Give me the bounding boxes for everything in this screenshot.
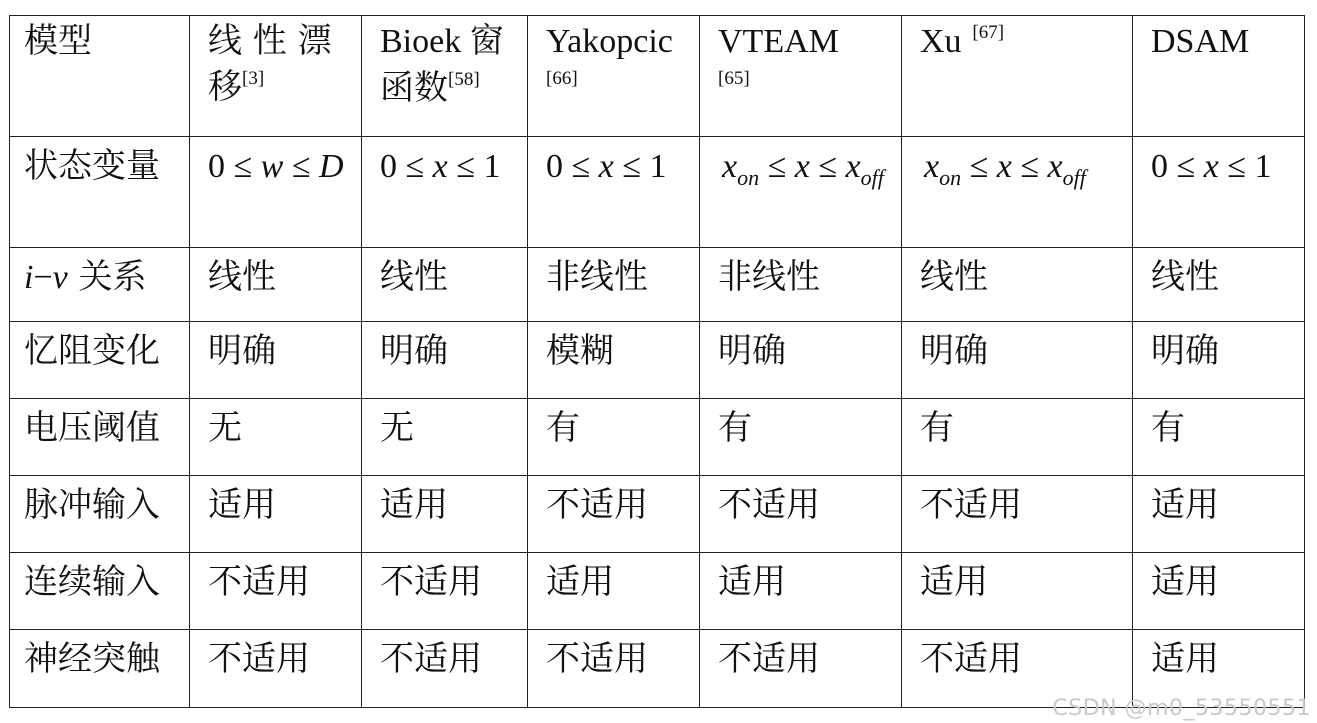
table-cell: 非线性 [700, 248, 902, 322]
row-label: 状态变量 [10, 137, 190, 248]
state-cell-4 [700, 137, 902, 248]
table-cell: 不适用 [700, 630, 902, 708]
table-cell: 明确 [700, 322, 902, 399]
table-cell: 不适用 [362, 553, 528, 630]
row-label: 神经突触 [10, 630, 190, 708]
table-cell: 明确 [362, 322, 528, 399]
table-cell: 适用 [902, 553, 1133, 630]
table-cell: 适用 [362, 476, 528, 553]
header-cell-bioek: Bioek 窗 函数[58] [362, 16, 528, 137]
table-cell: 明确 [1133, 322, 1305, 399]
state-cell-5 [902, 137, 1133, 248]
table-row [10, 553, 1305, 630]
table-cell: 不适用 [528, 630, 700, 708]
table-cell: 适用 [1133, 553, 1305, 630]
state-cell-3 [528, 137, 700, 248]
state-cell-2 [362, 137, 528, 248]
table-cell: 无 [362, 399, 528, 476]
table-cell: 有 [902, 399, 1133, 476]
table-cell: 明确 [190, 322, 362, 399]
table-row [10, 476, 1305, 553]
table-cell: 非线性 [528, 248, 700, 322]
state-cell-1 [190, 137, 362, 248]
state-expression: 0 ≤ x ≤ 1 [546, 148, 667, 185]
header-cell-vteam: VTEAM [65] [700, 16, 902, 137]
table-cell: 适用 [1133, 476, 1305, 553]
table-cell: 不适用 [902, 630, 1133, 708]
table-cell: 线性 [190, 248, 362, 322]
header-cell-model: 模型 [10, 16, 190, 137]
table-cell: 不适用 [700, 476, 902, 553]
state-expression: 0 ≤ w ≤ D [208, 148, 344, 185]
iv-relation-row [10, 248, 1305, 322]
header-cell-dsam: DSAM [1133, 16, 1305, 137]
table-cell: 适用 [528, 553, 700, 630]
table-cell: 模糊 [528, 322, 700, 399]
table-cell: 线性 [1133, 248, 1305, 322]
table-cell: 适用 [700, 553, 902, 630]
row-label: 脉冲输入 [10, 476, 190, 553]
header-cell-xu: Xu [67] [902, 16, 1133, 137]
table-cell: 适用 [190, 476, 362, 553]
row-label: 连续输入 [10, 553, 190, 630]
state-expression: 0 ≤ x ≤ 1 [1151, 148, 1272, 185]
table-row [10, 322, 1305, 399]
row-label: i−v 关系 [10, 248, 190, 322]
header-row [10, 16, 1305, 137]
table-cell: 适用 [1133, 630, 1305, 708]
table-cell: 不适用 [902, 476, 1133, 553]
table-cell: 不适用 [190, 630, 362, 708]
table-row [10, 399, 1305, 476]
table-cell: 线性 [362, 248, 528, 322]
table-cell: 有 [700, 399, 902, 476]
table-cell: 不适用 [190, 553, 362, 630]
header-cell-linear-drift: 线 性 漂 移[3] [190, 16, 362, 137]
state-variable-row [10, 137, 1305, 248]
state-expression: 0 ≤ x ≤ 1 [380, 148, 501, 185]
state-expression: $x_{on} \le x \le x_{off}$ [924, 148, 1086, 190]
row-label: 电压阈值 [10, 399, 190, 476]
row-label: 忆阻变化 [10, 322, 190, 399]
state-expression: $x_{on} \le x \le x_{off}$ [722, 148, 884, 190]
model-comparison-table [9, 15, 1305, 708]
table-cell: 不适用 [362, 630, 528, 708]
table-cell: 不适用 [528, 476, 700, 553]
table-cell: 有 [528, 399, 700, 476]
csdn-watermark: CSDN @m0_53550551 [1052, 696, 1311, 721]
table-cell: 无 [190, 399, 362, 476]
table-cell: 明确 [902, 322, 1133, 399]
table-cell: 有 [1133, 399, 1305, 476]
header-cell-yakopcic: Yakopcic [66] [528, 16, 700, 137]
state-cell-6 [1133, 137, 1305, 248]
table-cell: 线性 [902, 248, 1133, 322]
